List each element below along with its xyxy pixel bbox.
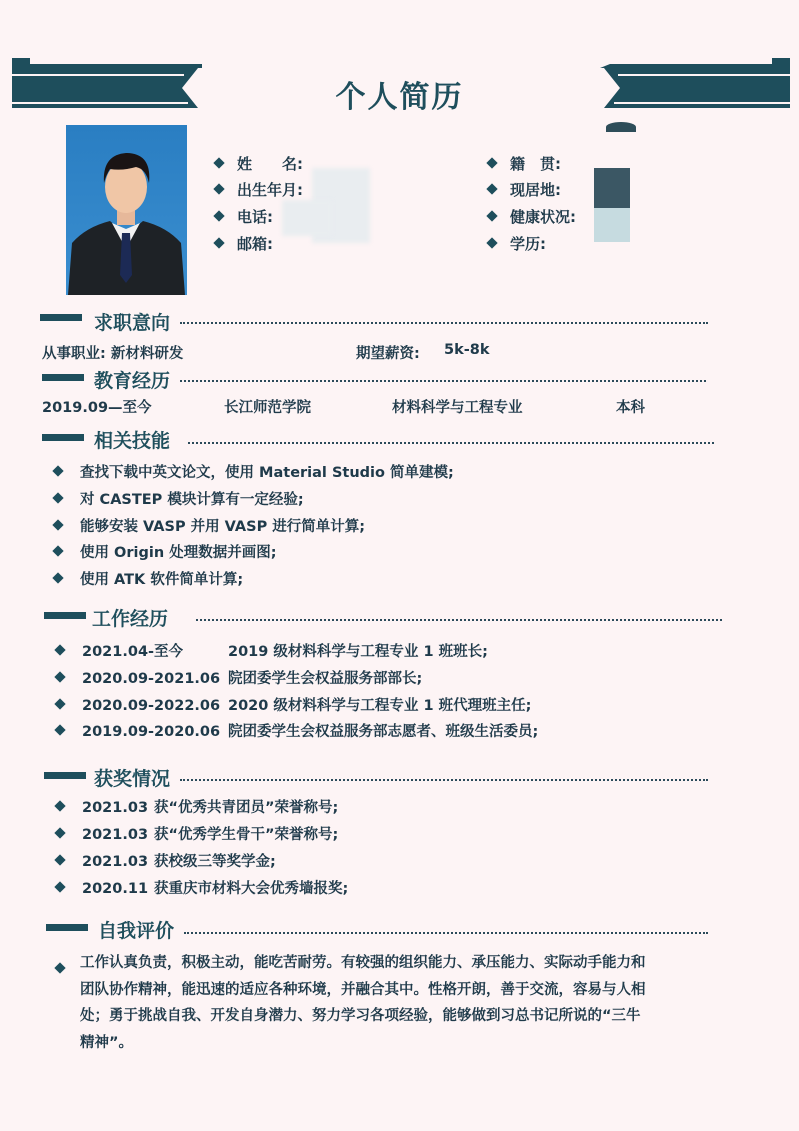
work-date: 2019.09-2020.06 bbox=[82, 724, 221, 740]
section-dotted-line bbox=[180, 322, 708, 324]
diamond-bullet-icon bbox=[486, 157, 497, 168]
diamond-bullet-icon bbox=[54, 800, 65, 811]
skill-item bbox=[54, 570, 243, 590]
info-label: 现居地: bbox=[510, 181, 561, 199]
info-label: 健康状况: bbox=[510, 208, 576, 226]
section-title-intent: 求职意向 bbox=[94, 312, 171, 334]
skill-text: 对 CASTEP 模块计算有一定经验; bbox=[80, 492, 304, 508]
award-date: 2021.03 bbox=[82, 854, 149, 870]
diamond-bullet-icon bbox=[213, 210, 224, 221]
skill-text: 使用 Origin 处理数据并画图; bbox=[80, 545, 277, 561]
section-title-skills: 相关技能 bbox=[94, 430, 171, 452]
diamond-bullet-icon bbox=[54, 671, 65, 682]
skill-item bbox=[54, 543, 277, 563]
section-dotted-line bbox=[188, 442, 714, 444]
redacted-block bbox=[282, 200, 332, 236]
info-hometown bbox=[488, 154, 561, 174]
edu-school: 长江师范学院 bbox=[224, 400, 311, 416]
award-item bbox=[56, 879, 348, 899]
section-dotted-line bbox=[184, 932, 708, 934]
work-desc: 2020 级材料科学与工程专业 1 班代理班主任; bbox=[228, 698, 532, 714]
work-date: 2020.09-2022.06 bbox=[82, 698, 221, 714]
diamond-bullet-icon bbox=[54, 854, 65, 865]
section-bar bbox=[42, 374, 84, 381]
info-birth bbox=[215, 180, 303, 200]
info-label: 姓 名: bbox=[237, 155, 303, 173]
diamond-bullet-icon bbox=[486, 210, 497, 221]
job-intent: 从事职业: 新材料研发 bbox=[42, 346, 184, 362]
work-desc: 2019 级材料科学与工程专业 1 班班长; bbox=[228, 644, 488, 660]
award-desc: 获重庆市材料大会优秀墙报奖; bbox=[154, 881, 349, 897]
redacted-block bbox=[594, 168, 630, 208]
info-phone bbox=[215, 207, 273, 227]
diamond-bullet-icon bbox=[52, 465, 63, 476]
diamond-bullet-icon bbox=[54, 827, 65, 838]
edu-major: 材料科学与工程专业 bbox=[392, 400, 523, 416]
award-date: 2020.11 bbox=[82, 881, 149, 897]
section-dotted-line bbox=[180, 380, 706, 382]
award-item bbox=[56, 852, 276, 872]
self-eval-line: 处；勇于挑战自我、开发自身潜力、努力学习各项经验，能够做到习总书记所说的“三牛 bbox=[80, 1008, 641, 1024]
diamond-bullet-icon bbox=[213, 183, 224, 194]
award-item bbox=[56, 825, 338, 845]
info-email bbox=[215, 234, 273, 254]
section-title-self-eval: 自我评价 bbox=[98, 920, 175, 942]
diamond-bullet-icon bbox=[52, 492, 63, 503]
section-bar bbox=[40, 314, 82, 321]
diamond-bullet-icon bbox=[52, 545, 63, 556]
section-dotted-line bbox=[180, 779, 708, 781]
work-item bbox=[56, 669, 422, 689]
diamond-bullet-icon bbox=[52, 572, 63, 583]
skill-text: 查找下载中英文论文，使用 Material Studio 简单建模; bbox=[80, 465, 454, 481]
section-bar bbox=[44, 612, 86, 619]
self-eval-line: 团队协作精神，能迅速的适应各种环境，并融合其中。性格开朗，善于交流，容易与人相 bbox=[80, 981, 646, 998]
info-label: 籍 贯: bbox=[510, 155, 561, 173]
diamond-bullet-icon bbox=[52, 519, 63, 530]
self-eval-bullet bbox=[56, 959, 78, 978]
work-desc: 院团委学生会权益服务部部长; bbox=[228, 671, 423, 687]
diamond-bullet-icon bbox=[213, 237, 224, 248]
self-eval-text bbox=[80, 950, 740, 1056]
diamond-bullet-icon bbox=[54, 644, 65, 655]
work-desc: 院团委学生会权益服务部志愿者、班级生活委员; bbox=[228, 724, 539, 740]
work-item bbox=[56, 642, 488, 662]
award-desc: 获“优秀学生骨干”荣誉称号; bbox=[154, 827, 339, 843]
redacted-block bbox=[594, 208, 630, 242]
edu-period: 2019.09—至今 bbox=[42, 400, 152, 416]
salary-value: 5k-8k bbox=[444, 342, 490, 358]
section-title-work: 工作经历 bbox=[92, 608, 169, 630]
work-date: 2020.09-2021.06 bbox=[82, 671, 221, 687]
diamond-bullet-icon bbox=[213, 157, 224, 168]
info-label: 出生年月: bbox=[237, 181, 303, 199]
section-title-education: 教育经历 bbox=[94, 370, 171, 392]
self-eval-line: 工作认真负责，积极主动，能吃苦耐劳。有较强的组织能力、承压能力、实际动手能力和 bbox=[80, 955, 646, 971]
diamond-bullet-icon bbox=[54, 724, 65, 735]
salary-label: 期望薪资: bbox=[356, 346, 420, 362]
info-residence bbox=[488, 180, 561, 200]
diamond-bullet-icon bbox=[54, 698, 65, 709]
self-eval-line: 精神”。 bbox=[80, 1034, 134, 1051]
section-bar bbox=[44, 772, 86, 779]
award-desc: 获校级三等奖学金; bbox=[154, 854, 276, 870]
award-item bbox=[56, 798, 338, 818]
diamond-bullet-icon bbox=[54, 881, 65, 892]
skill-text: 能够安装 VASP 并用 VASP 进行简单计算; bbox=[80, 519, 366, 535]
diamond-bullet-icon bbox=[486, 237, 497, 248]
info-education bbox=[488, 234, 546, 254]
section-title-awards: 获奖情况 bbox=[94, 768, 171, 790]
award-desc: 获“优秀共青团员”荣誉称号; bbox=[154, 800, 339, 816]
redacted-dot bbox=[606, 122, 636, 132]
info-label: 邮箱: bbox=[237, 235, 273, 253]
info-label: 电话: bbox=[237, 208, 273, 226]
work-item bbox=[56, 722, 538, 742]
skill-item bbox=[54, 517, 365, 537]
page-title: 个人简历 bbox=[335, 80, 464, 115]
edu-degree: 本科 bbox=[616, 400, 645, 416]
info-label: 学历: bbox=[510, 235, 546, 253]
award-date: 2021.03 bbox=[82, 827, 149, 843]
diamond-bullet-icon bbox=[486, 183, 497, 194]
info-health bbox=[488, 207, 576, 227]
diamond-bullet-icon bbox=[54, 962, 65, 973]
info-name bbox=[215, 154, 303, 174]
section-dotted-line bbox=[196, 619, 722, 621]
section-bar bbox=[46, 924, 88, 931]
work-date: 2021.04-至今 bbox=[82, 644, 184, 660]
award-date: 2021.03 bbox=[82, 800, 149, 816]
section-bar bbox=[42, 434, 84, 441]
skill-item bbox=[54, 463, 454, 483]
skill-text: 使用 ATK 软件简单计算; bbox=[80, 572, 244, 588]
profile-photo bbox=[66, 125, 187, 295]
work-item bbox=[56, 696, 531, 716]
skill-item bbox=[54, 490, 304, 510]
